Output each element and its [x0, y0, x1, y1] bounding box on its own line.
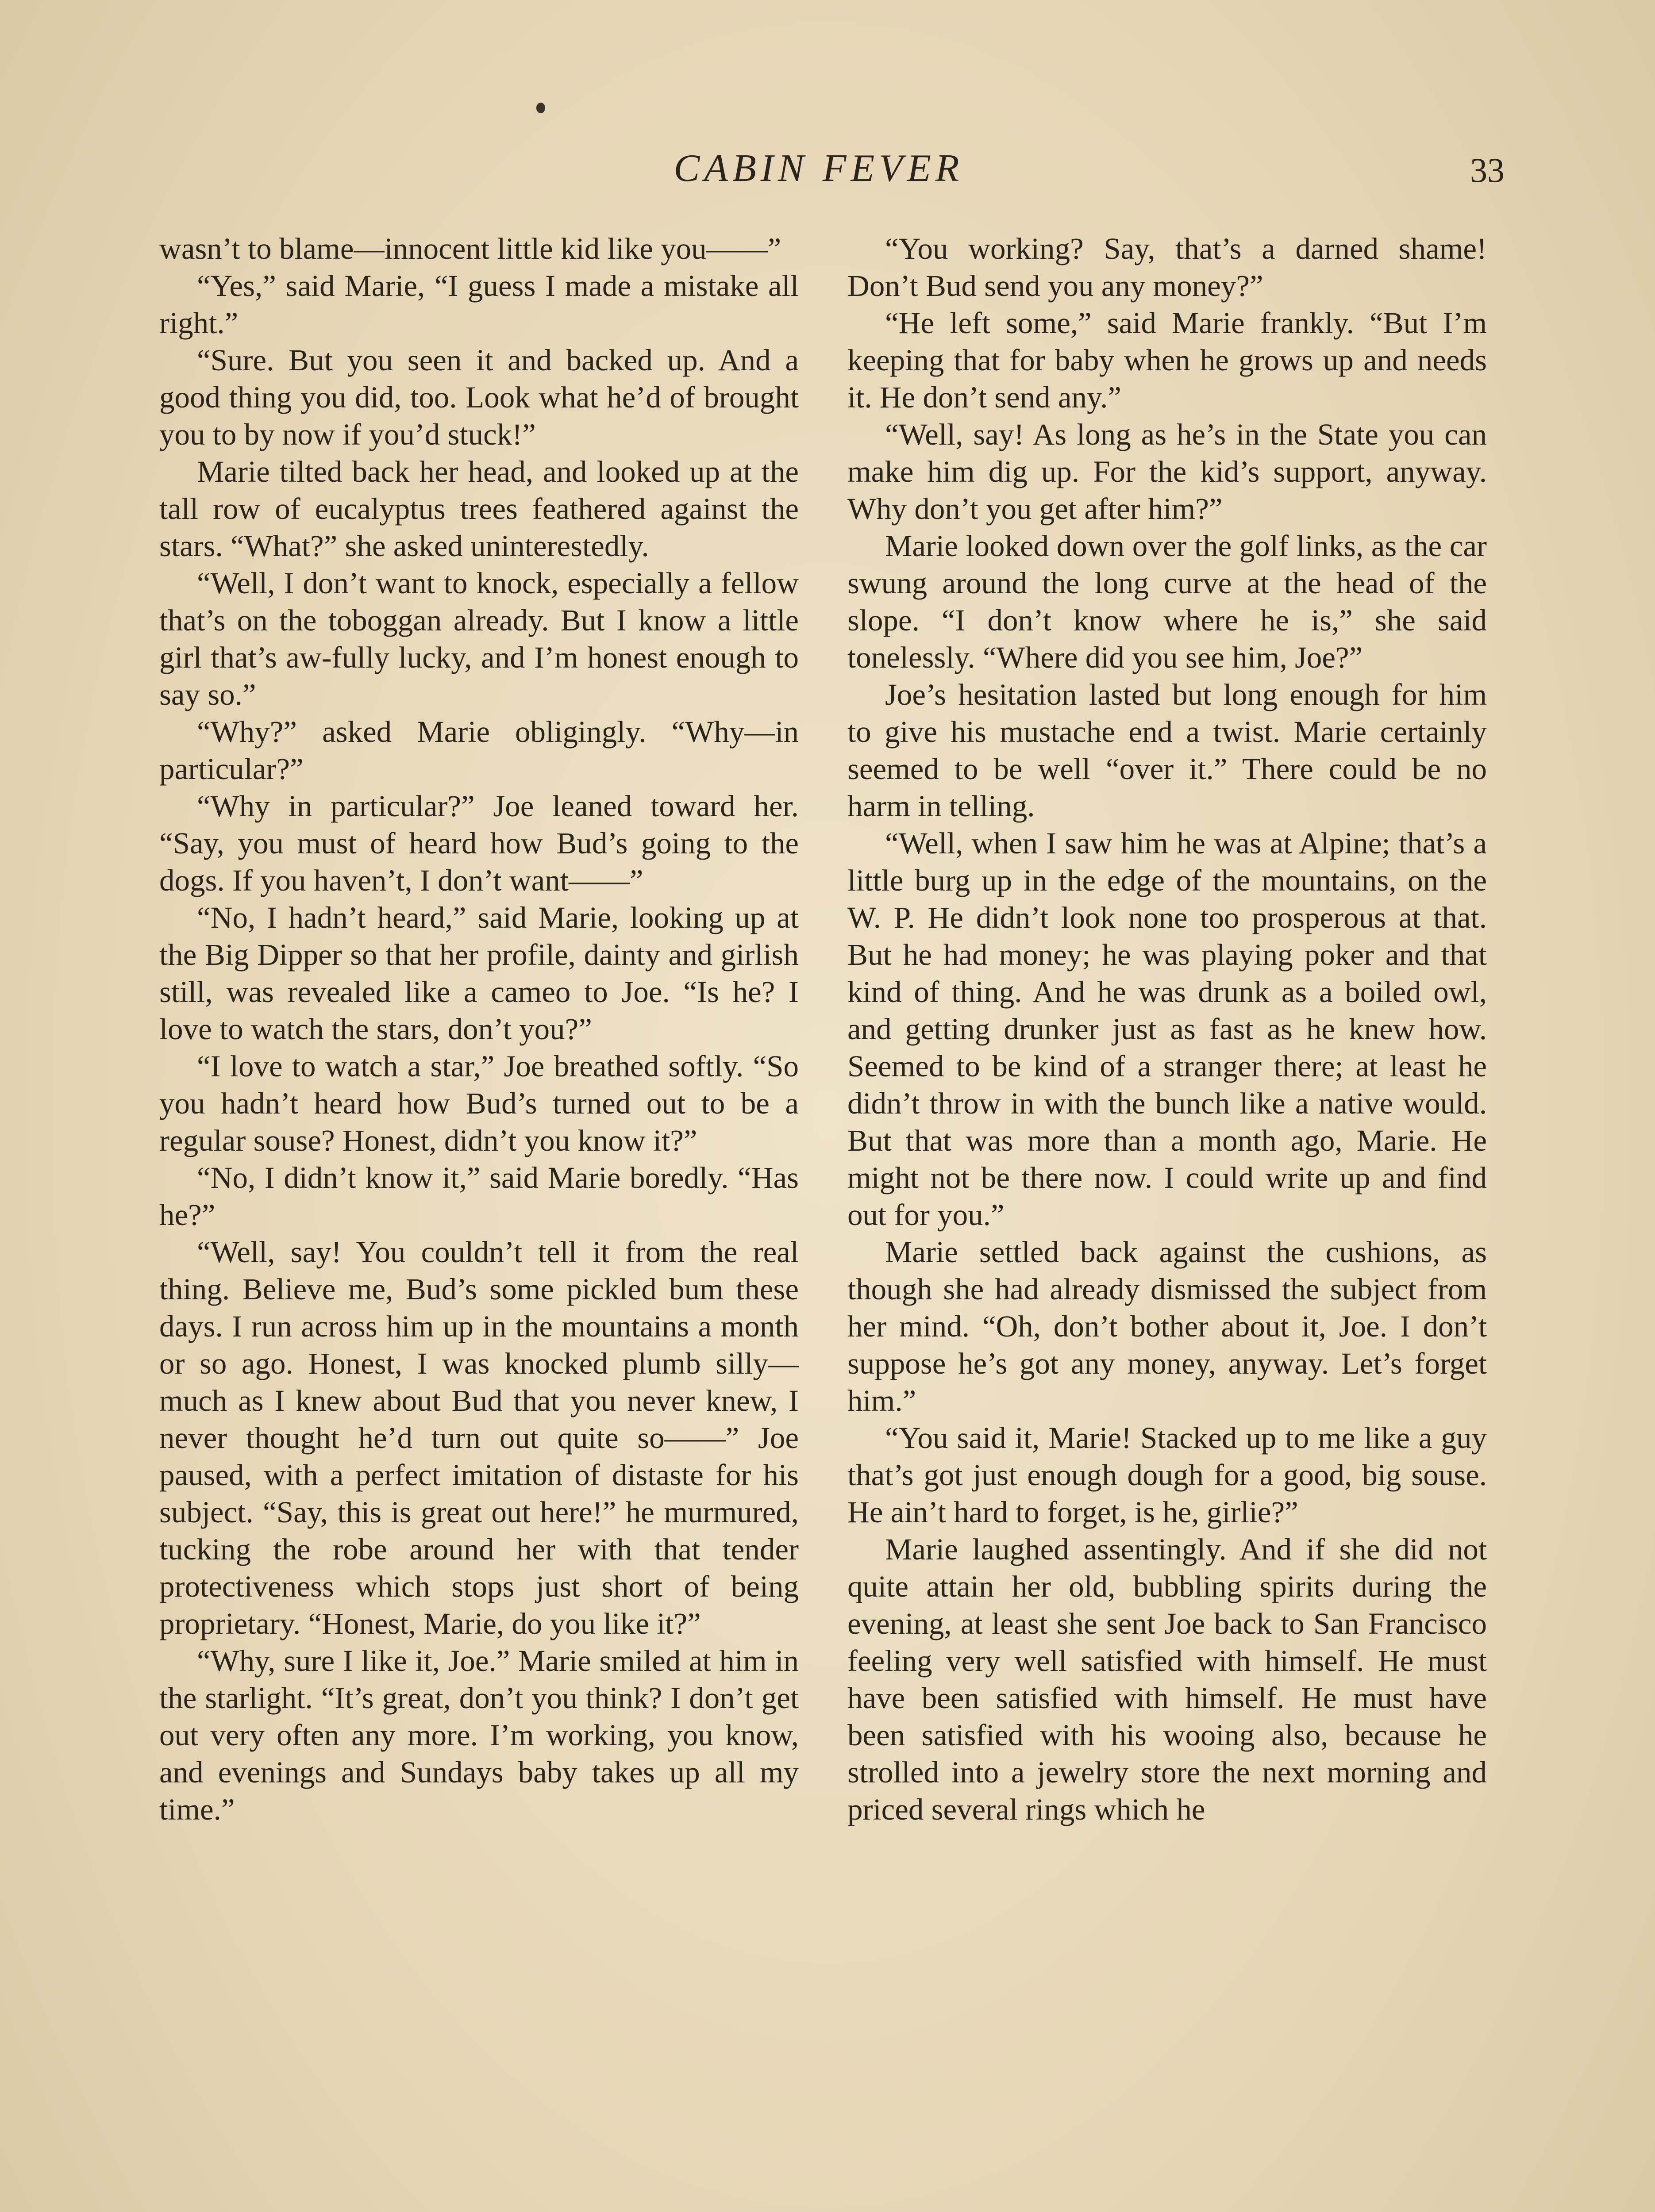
paragraph: “You working? Say, that’s a darned shame! Don’t Bud send you any money?”	[847, 232, 1487, 303]
paragraph: “Yes,” said Marie, “I guess I made a mistake all right.”	[159, 269, 799, 340]
paragraph: “Well, when I saw him he was at Alpine; that’s a little burg up in the edge of the mountains, on the W. P. He didn’t look none too prosperous at that. But he had money; he was playing poker and that kind of thing. And he was drunk as a boiled owl, and getting drunker just as fast as he knew how. Seemed to be kind of a stranger there; at least he didn’t throw in with the bunch like a native would. But that was more than a month ago, Marie. He might not be there now. I could write up and find out for you.”	[847, 826, 1487, 1232]
page-number: 33	[1470, 151, 1505, 189]
paragraph: “You said it, Marie! Stacked up to me like a guy that’s got just enough dough for a good, big souse. He ain’t hard to forget, is he, girlie?”	[847, 1421, 1487, 1529]
right-column	[847, 230, 1487, 1828]
ink-dot	[536, 103, 545, 113]
paragraph: “No, I didn’t know it,” said Marie boredly. “Has he?”	[159, 1161, 799, 1232]
paragraph: “He left some,” said Marie frankly. “But I’m keeping that for baby when he grows up and needs it. He don’t send any.”	[847, 306, 1487, 414]
paragraph: “Well, say! As long as he’s in the State you can make him dig up. For the kid’s support, anyway. Why don’t you get after him?”	[847, 418, 1487, 526]
running-head: CABIN FEVER	[674, 147, 964, 190]
paragraph: “Sure. But you seen it and backed up. And a good thing you did, too. Look what he’d of brought you to by now if you’d stuck!”	[159, 343, 799, 451]
paragraph: “I love to watch a star,” Joe breathed softly. “So you hadn’t heard how Bud’s turned out to be a regular souse? Honest, didn’t you know it?”	[159, 1049, 799, 1157]
paragraph: “Why?” asked Marie obligingly. “Why—in particular?”	[159, 715, 799, 786]
paragraph: wasn’t to blame—innocent little kid like you——”	[159, 232, 781, 265]
paragraph: Marie looked down over the golf links, as the car swung around the long curve at the head of the slope. “I don’t know where he is,” she said tonelessly. “Where did you see him, Joe?”	[847, 529, 1487, 674]
paragraph: “Well, say! You couldn’t tell it from the real thing. Believe me, Bud’s some pickled bum these days. I run across him up in the mountains a month or so ago. Honest, I was knocked plumb silly—much as I knew about Bud that you never knew, I never thought he’d turn out quite so——” Joe paused, with a perfect imitation of distaste for his subject. “Say, this is great out here!” he murmured, tucking the robe around her with that tender protectiveness which stops just short of being proprietary. “Honest, Marie, do you like it?”	[159, 1235, 799, 1640]
paragraph: Marie settled back against the cushions, as though she had already dismissed the subject from her mind. “Oh, don’t bother about it, Joe. I don’t suppose he’s got any money, anyway. Let’s forget him.”	[847, 1235, 1487, 1417]
paragraph: Marie tilted back her head, and looked up at the tall row of eucalyptus trees feathered against the stars. “What?” she asked uninterestedly.	[159, 455, 799, 563]
paragraph: Marie laughed assentingly. And if she did not quite attain her old, bubbling spirits during the evening, at least she sent Joe back to San Francisco feeling very well satisfied with himself. He must have been satisfied with himself. He must have been satisfied with his wooing also, because he strolled into a jewelry store the next morning and priced several rings which he	[847, 1532, 1487, 1826]
left-column	[159, 230, 799, 1828]
paragraph: “No, I hadn’t heard,” said Marie, looking up at the Big Dipper so that her profile, dainty and girlish still, was revealed like a cameo to Joe. “Is he? I love to watch the stars, don’t you?”	[159, 901, 799, 1046]
paragraph: “Well, I don’t want to knock, especially a fellow that’s on the toboggan already. But I know a little girl that’s aw-fully lucky, and I’m honest enough to say so.”	[159, 566, 799, 711]
paragraph: “Why, sure I like it, Joe.” Marie smiled at him in the starlight. “It’s great, don’t you think? I don’t get out very often any more. I’m working, you know, and evenings and Sundays baby takes up all my time.”	[159, 1644, 799, 1826]
paragraph: “Why in particular?” Joe leaned toward her. “Say, you must of heard how Bud’s going to the dogs. If you haven’t, I don’t want——”	[159, 789, 799, 897]
paragraph: Joe’s hesitation lasted but long enough for him to give his mustache end a twist. Marie certainly seemed to be well “over it.” There could be no harm in telling.	[847, 678, 1487, 823]
